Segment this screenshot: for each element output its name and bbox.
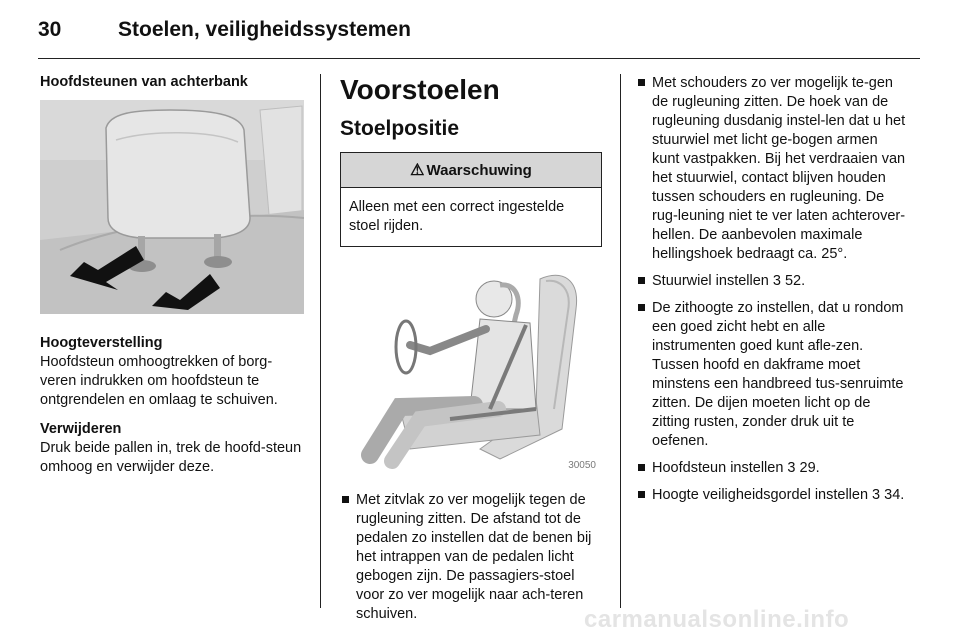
list-item: Met zitvlak zo ver mogelijk tegen de rugleuning zitten. De afstand tot de pedalen zo instellen dat de benen bij het intrappen van de pedalen licht gebogen zijn. De passagiers-stoel voor zo ver mogelijk naar ach-teren schuiven. xyxy=(340,491,602,624)
rear-headrest-illustration xyxy=(40,100,304,314)
list-item: Met schouders zo ver mogelijk te-gen de rugleuning zitten. De hoek van de rugleuning dusdanig instel-len dat u het stuurwiel met licht ge-bogen armen kunt vastpakken. Bij het verdraaien van het stuurwiel, contact blijven houden tussen schouders en rugleuning. De rug-leuning niet te ver laten achterover-hellen. De aanbevolen maximale hellingshoek bedraagt ca. 25°. xyxy=(636,74,908,264)
height-adjustment-text: Hoofdsteun omhoogtrekken of borg-veren indrukken om hoofdsteun te ontgrendelen en omlaag te schuiven. xyxy=(40,354,278,408)
height-adjustment-title: Hoogteverstelling xyxy=(40,335,163,351)
warning-box xyxy=(340,152,602,247)
header-divider xyxy=(38,58,920,59)
middle-bullet-list xyxy=(340,491,602,624)
warning-triangle-icon: ⚠ xyxy=(410,162,425,179)
left-heading: Hoofdsteunen van achterbank xyxy=(40,74,248,90)
section-subtitle: Stoelpositie xyxy=(340,117,460,140)
list-item: Hoogte veiligheidsgordel instellen 3 34. xyxy=(636,486,908,505)
column-divider-1 xyxy=(320,74,321,608)
removal-title: Verwijderen xyxy=(40,421,122,437)
middle-column xyxy=(340,74,602,632)
rear-headrest-drawing xyxy=(40,100,304,314)
right-bullet-list xyxy=(636,74,908,505)
page-header xyxy=(38,14,920,58)
warning-header xyxy=(341,153,601,188)
image-code: 30050 xyxy=(568,460,596,471)
driver-seat-drawing xyxy=(340,259,602,475)
list-item: Stuurwiel instellen 3 52. xyxy=(636,272,908,291)
watermark: carmanualsonline.info xyxy=(584,606,850,633)
removal-text: Druk beide pallen in, trek de hoofd-steun omhoog en verwijder deze. xyxy=(40,440,302,475)
list-item: De zithoogte zo instellen, dat u rondom een goed zicht hebt en alle instrumenten goed kunt afle-zen. Tussen hoofd en dakframe moet minstens een handbreed tus-senruimte zitten. De dijen moeten licht op de zitting rusten, zonder druk uit te oefenen. xyxy=(636,299,908,451)
warning-text: Alleen met een correct ingestelde stoel rijden. xyxy=(349,199,565,234)
page-number: 30 xyxy=(38,18,62,41)
section-title: Voorstoelen xyxy=(340,74,500,105)
chapter-title: Stoelen, veiligheidssystemen xyxy=(118,18,411,41)
warning-title: Waarschuwing xyxy=(426,161,532,179)
seat-position-illustration xyxy=(340,259,602,475)
list-item: Hoofdsteun instellen 3 29. xyxy=(636,459,908,478)
height-adjustment-section xyxy=(40,334,306,410)
column-divider-2 xyxy=(620,74,621,608)
left-column xyxy=(40,74,306,487)
removal-section xyxy=(40,420,306,477)
right-column xyxy=(636,74,908,513)
